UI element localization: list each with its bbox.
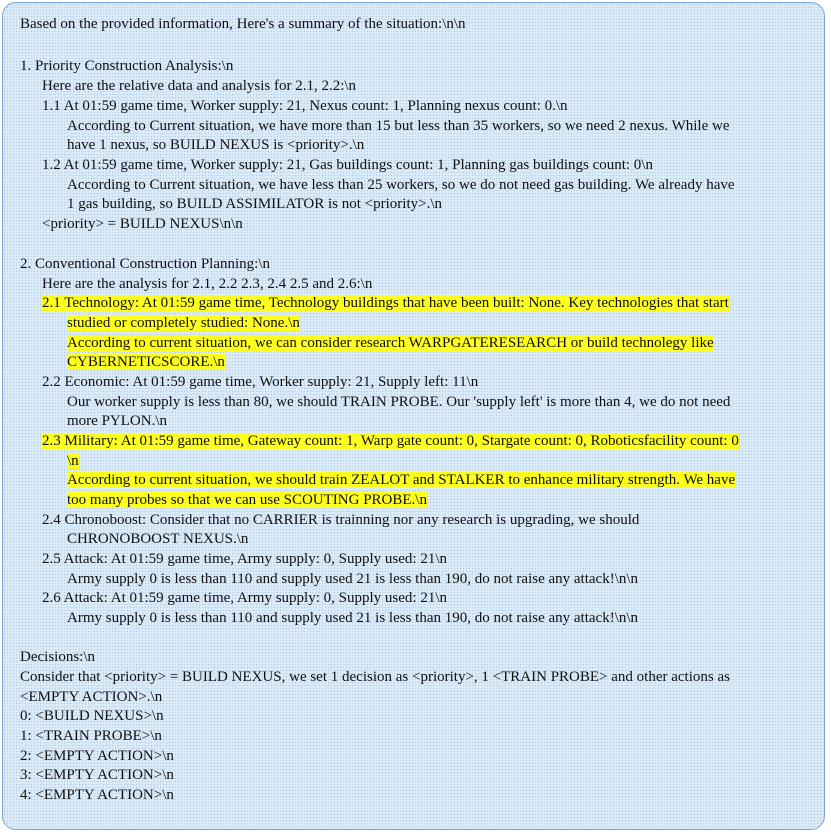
section-1-lead: Here are the relative data and analysis for 2.1, 2.2:\n	[42, 78, 357, 94]
highlight: 2.1 Technology: At 01:59 game time, Technology buildings that have been built: None. Key technologies that start	[42, 295, 729, 311]
decisions-title: Decisions:\n	[20, 649, 95, 665]
decision-item: 3: <EMPTY ACTION>\n	[20, 767, 174, 783]
item-2-5-heading: 2.5 Attack: At 01:59 game time, Army supply: 0, Supply used: 21\n	[42, 551, 447, 567]
item-2-3-heading-line-1	[42, 432, 739, 451]
item-2-2-heading: 2.2 Economic: At 01:59 game time, Worker supply: 21, Supply left: 11\n	[42, 374, 479, 390]
item-2-1-body-line-1	[67, 334, 714, 353]
section-1-title: 1. Priority Construction Analysis:\n	[20, 58, 234, 74]
decision-item: 2: <EMPTY ACTION>\n	[20, 748, 174, 764]
item-2-2-body-line-1: Our worker supply is less than 80, we should TRAIN PROBE. Our 'supply left' is more than 4, we do not need	[67, 394, 731, 410]
item-2-1-heading-line-1	[42, 294, 729, 313]
highlight: According to current situation, we should train ZEALOT and STALKER to enhance military strength. We have	[67, 472, 736, 488]
item-2-3-body-line-2	[67, 491, 427, 510]
item-1-2-body-line-2: 1 gas building, so BUILD ASSIMILATOR is not <priority>.\n	[67, 196, 442, 212]
section-2-title: 2. Conventional Construction Planning:\n	[20, 256, 270, 272]
decision-item: 4: <EMPTY ACTION>\n	[20, 787, 174, 803]
section-2-lead: Here are the analysis for 2.1, 2.2 2.3, 2.4 2.5 and 2.6:\n	[42, 276, 373, 292]
item-2-6-heading: 2.6 Attack: At 01:59 game time, Army supply: 0, Supply used: 21\n	[42, 590, 447, 606]
summary-panel	[2, 2, 825, 830]
highlight: 2.3 Military: At 01:59 game time, Gateway count: 1, Warp gate count: 0, Stargate count: 0, Roboticsfacility count: 0	[42, 433, 739, 449]
intro-text: Based on the provided information, Here's a summary of the situation:\n\n	[20, 16, 466, 32]
decision-item: 1: <TRAIN PROBE>\n	[20, 728, 162, 744]
item-1-1-body-line-1: According to Current situation, we have more than 15 but less than 35 workers, so we need 2 nexus. While we	[67, 118, 730, 134]
item-1-2-body-line-1: According to Current situation, we have less than 25 workers, so we do not need gas building. We already have	[67, 177, 735, 193]
highlight: too many probes so that we can use SCOUTING PROBE.\n	[67, 492, 427, 508]
item-1-1-body-line-2: have 1 nexus, so BUILD NEXUS is <priority>.\n	[67, 137, 365, 153]
item-2-3-body-line-1	[67, 471, 735, 490]
item-2-6-body: Army supply 0 is less than 110 and supply used 21 is less than 190, do not raise any attack!\n\n	[67, 610, 639, 626]
highlight: CYBERNETICSCORE.\n	[67, 354, 225, 370]
decision-item: 0: <BUILD NEXUS>\n	[20, 708, 164, 724]
decisions-consider-line-1: Consider that <priority> = BUILD NEXUS, we set 1 decision as <priority>, 1 <TRAIN PROBE> and other actions as	[20, 669, 730, 685]
item-2-5-body: Army supply 0 is less than 110 and supply used 21 is less than 190, do not raise any attack!\n\n	[67, 571, 639, 587]
priority-line: <priority> = BUILD NEXUS\n\n	[42, 216, 243, 232]
item-2-4-heading-line-2: CHRONOBOOST NEXUS.\n	[67, 531, 249, 547]
decisions-consider-line-2: <EMPTY ACTION>.\n	[20, 689, 163, 705]
highlight: \n	[67, 453, 79, 469]
highlight: studied or completely studied: None.\n	[67, 315, 300, 331]
item-1-1-heading: 1.1 At 01:59 game time, Worker supply: 21, Nexus count: 1, Planning nexus count: 0.\n	[42, 98, 568, 114]
item-2-1-body-line-2	[67, 353, 225, 372]
item-2-3-heading-line-2	[67, 452, 79, 471]
item-1-2-heading: 1.2 At 01:59 game time, Worker supply: 21, Gas buildings count: 1, Planning gas buildings count: 0\n	[42, 157, 653, 173]
item-2-1-heading-line-2	[67, 314, 300, 333]
highlight: According to current situation, we can consider research WARPGATERESEARCH or build technolegy like	[67, 335, 714, 351]
item-2-4-heading-line-1: 2.4 Chronoboost: Consider that no CARRIER is trainning nor any research is upgrading, we should	[42, 512, 640, 528]
item-2-2-body-line-2: more PYLON.\n	[67, 413, 167, 429]
